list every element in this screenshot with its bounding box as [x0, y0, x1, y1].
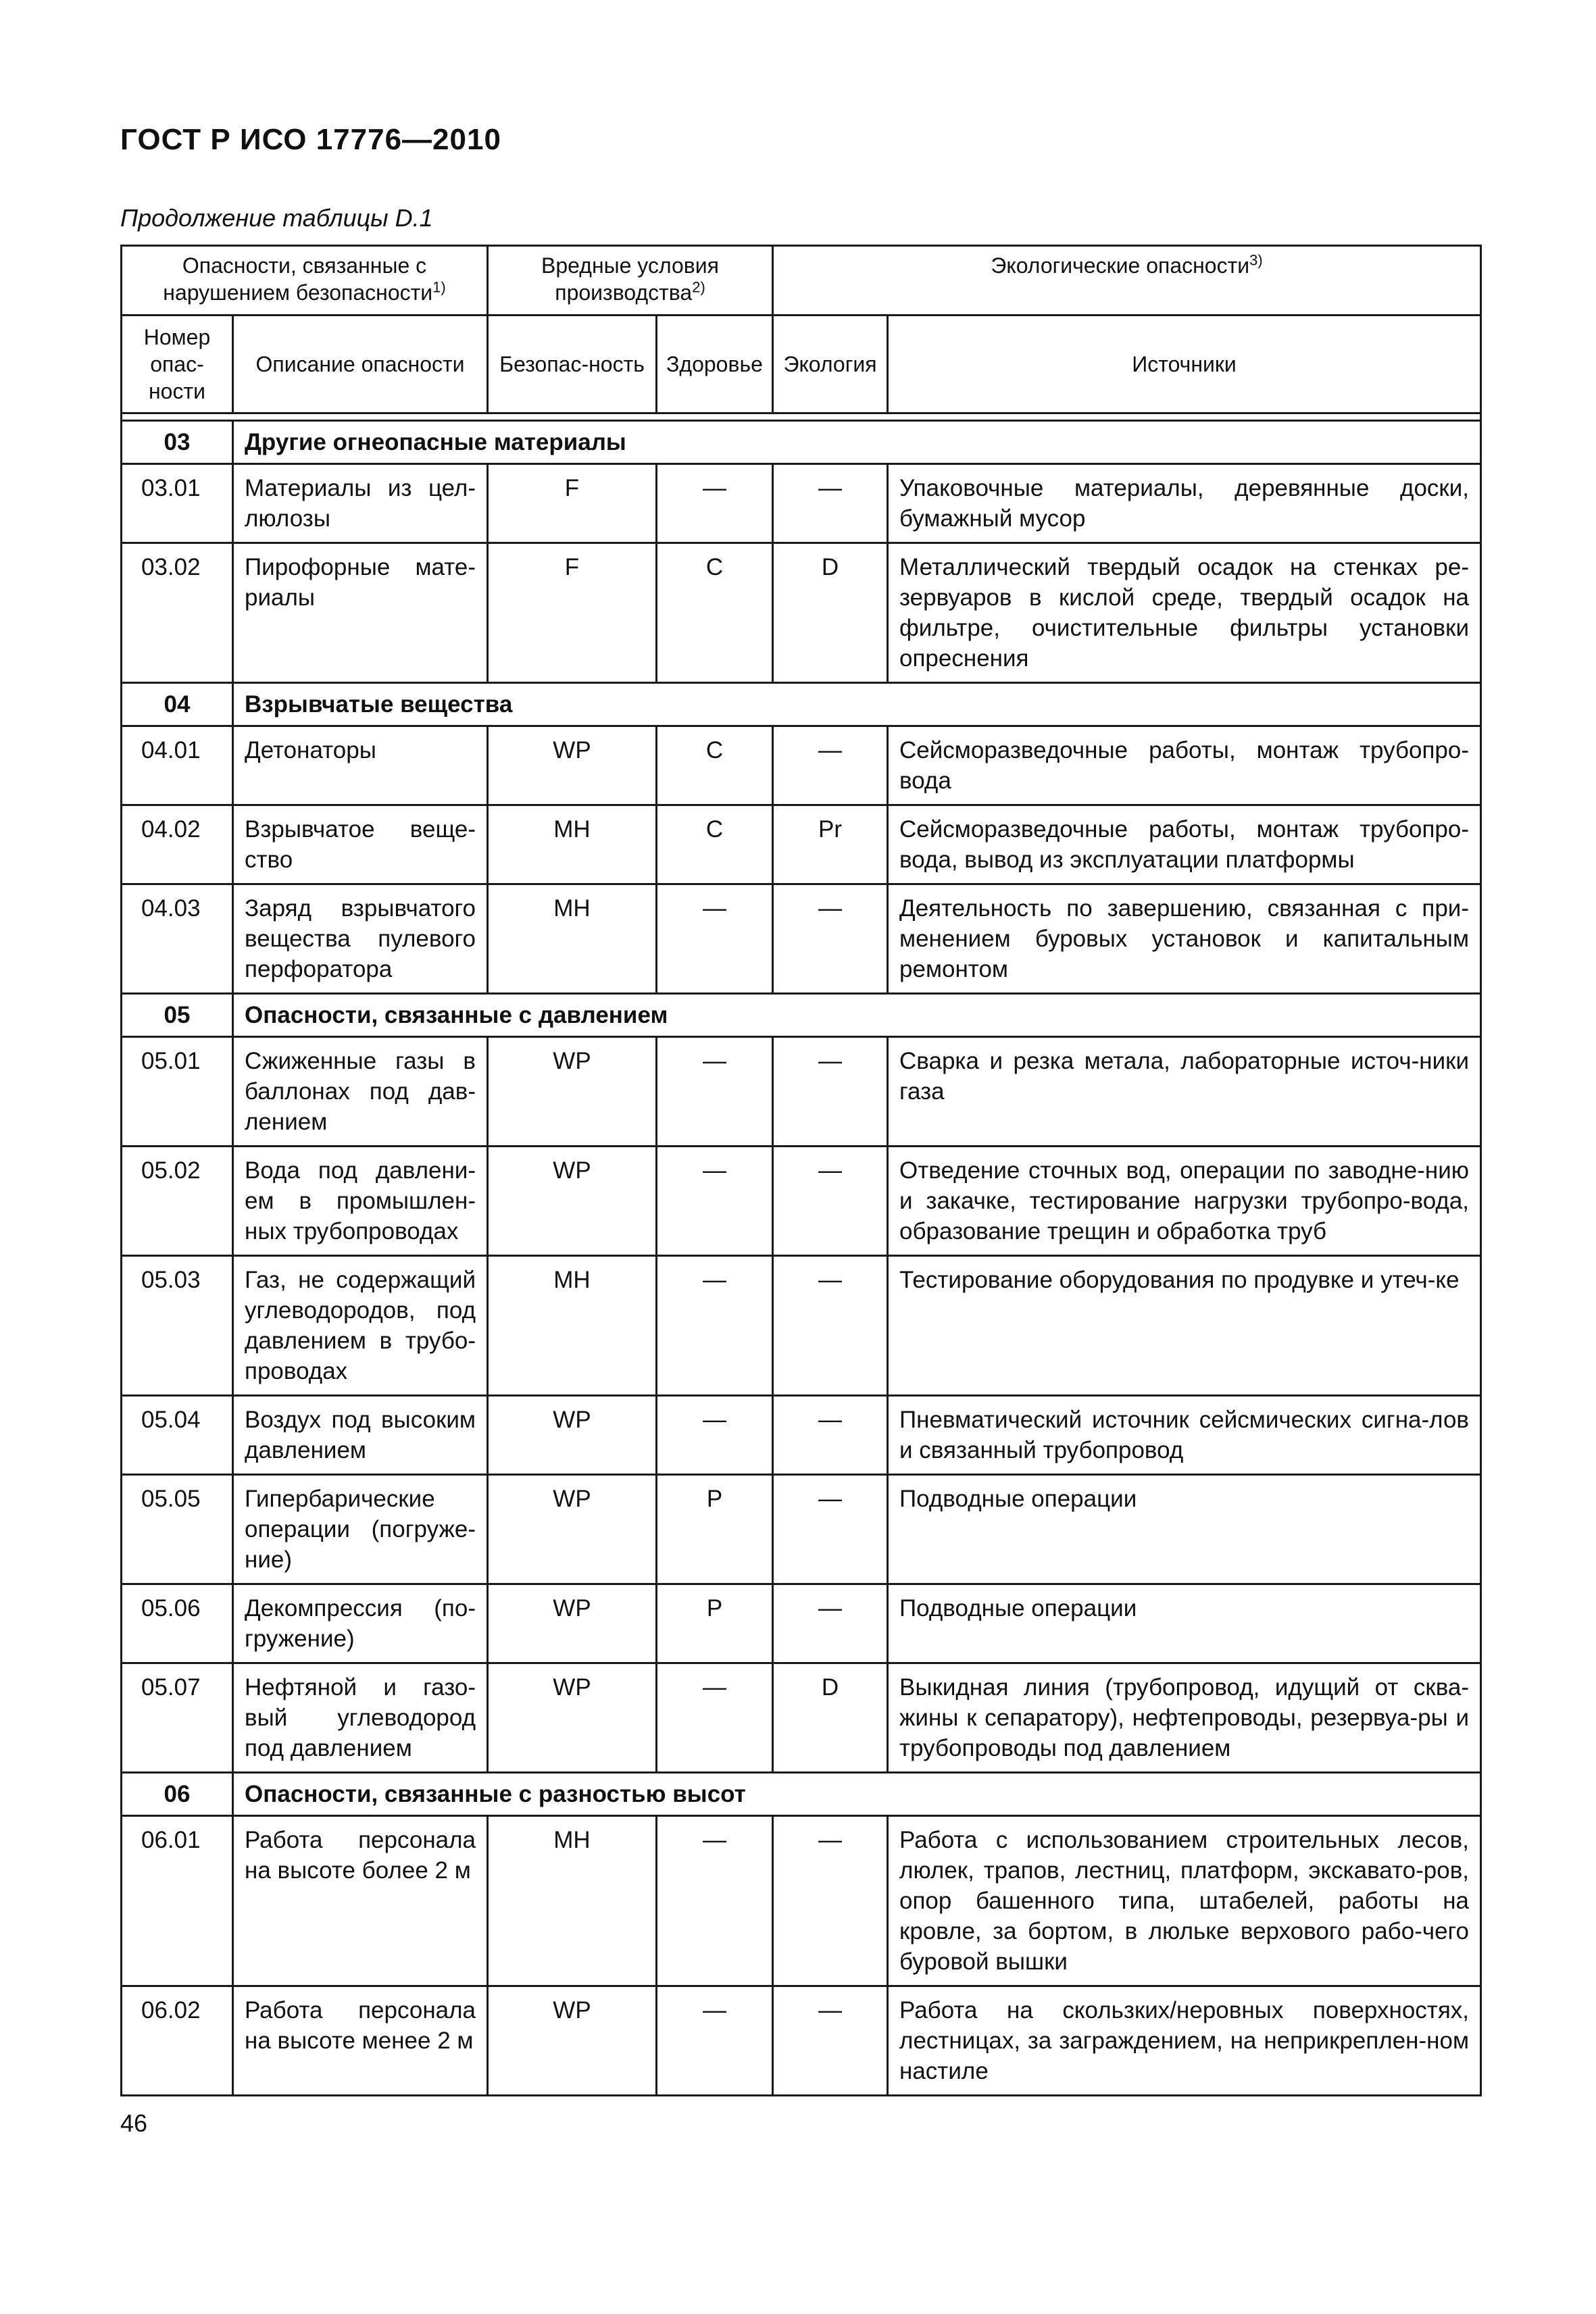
hazard-number: 05.01 — [122, 1037, 233, 1147]
hazard-table — [120, 245, 1482, 2096]
header-hazards: Опасности, связанные с нарушением безопасности$^{1)}$ — [122, 246, 488, 316]
health-code: C — [657, 726, 773, 805]
hazard-sources: Выкидная линия (трубопровод, идущий от сква-жины к сепаратору), нефтепроводы, резервуа-ры и трубопроводы под давлением — [888, 1663, 1481, 1773]
group-title: Опасности, связанные с разностью высот — [233, 1773, 1481, 1816]
safety-code: WP — [488, 1037, 657, 1147]
hazard-sources: Работа на скользких/неровных поверхностях, лестницах, за заграждением, на неприкреплен-ном настиле — [888, 1986, 1481, 2096]
hazard-number: 05.06 — [122, 1584, 233, 1663]
group-row — [122, 683, 1481, 726]
health-code: P — [657, 1475, 773, 1584]
safety-code: MH — [488, 1256, 657, 1396]
health-code: — — [657, 1147, 773, 1256]
group-code: 03 — [122, 421, 233, 464]
document-header: ГОСТ Р ИСО 17776—2010 — [120, 123, 501, 156]
ecology-code: — — [773, 1396, 888, 1475]
safety-code: WP — [488, 1147, 657, 1256]
safety-code: MH — [488, 1816, 657, 1986]
health-code: — — [657, 1037, 773, 1147]
table-row — [122, 1663, 1481, 1773]
group-code: 06 — [122, 1773, 233, 1816]
table-row — [122, 805, 1481, 884]
header-safety: Безопас-ность — [488, 316, 657, 413]
hazard-sources: Пневматический источник сейсмических сигна-лов и связанный трубопровод — [888, 1396, 1481, 1475]
ecology-code: — — [773, 1256, 888, 1396]
health-code: C — [657, 543, 773, 683]
group-row — [122, 1773, 1481, 1816]
hazard-sources: Отведение сточных вод, операции по заводне-нию и закачке, тестирование нагрузки трубопро-вода, образование трещин и обработка труб — [888, 1147, 1481, 1256]
group-title: Взрывчатые вещества — [233, 683, 1481, 726]
hazard-sources: Упаковочные материалы, деревянные доски, бумажный мусор — [888, 464, 1481, 543]
hazard-sources: Работа с использованием строительных лесов, люлек, трапов, лестниц, платформ, экскавато-ров, опор башенного типа, штабелей, работы на кровле, за бортом, в люльке верхового рабо-чего буровой вышки — [888, 1816, 1481, 1986]
safety-code: WP — [488, 1663, 657, 1773]
header-sources: Источники — [888, 316, 1481, 413]
table-body — [122, 413, 1481, 2096]
safety-code: F — [488, 464, 657, 543]
hazard-description: Нефтяной и газо-вый углеводород под давлением — [233, 1663, 488, 1773]
table-row — [122, 884, 1481, 994]
ecology-code: — — [773, 1475, 888, 1584]
ecology-code: — — [773, 1147, 888, 1256]
header-harmful-conditions: Вредные условия производства$^{2)}$ — [488, 246, 773, 316]
table-header-row-sub — [122, 316, 1481, 413]
table-row — [122, 1396, 1481, 1475]
health-code: — — [657, 1256, 773, 1396]
hazard-description: Детонаторы — [233, 726, 488, 805]
group-code: 04 — [122, 683, 233, 726]
hazard-sources: Металлический твердый осадок на стенках ре-зервуаров в кислой среде, твердый осадок на фильтре, очистительные фильтры установки опреснения — [888, 543, 1481, 683]
hazard-number: 04.03 — [122, 884, 233, 994]
health-code: — — [657, 1986, 773, 2096]
hazard-number: 03.02 — [122, 543, 233, 683]
hazard-number: 05.04 — [122, 1396, 233, 1475]
group-code: 05 — [122, 994, 233, 1037]
header-spacer-cell — [122, 413, 1481, 421]
hazard-description: Декомпрессия (по-гружение) — [233, 1584, 488, 1663]
header-ecological-hazards: Экологические опасности$^{3)}$ — [773, 246, 1481, 316]
hazard-sources: Подводные операции — [888, 1475, 1481, 1584]
header-spacer-row — [122, 413, 1481, 421]
table-row — [122, 1037, 1481, 1147]
health-code: C — [657, 805, 773, 884]
ecology-code: — — [773, 1816, 888, 1986]
hazard-sources: Тестирование оборудования по продувке и утеч-ке — [888, 1256, 1481, 1396]
ecology-code: — — [773, 884, 888, 994]
table-row — [122, 1986, 1481, 2096]
ecology-code: D — [773, 1663, 888, 1773]
hazard-description: Материалы из цел-люлозы — [233, 464, 488, 543]
ecology-code: — — [773, 1986, 888, 2096]
hazard-number: 05.07 — [122, 1663, 233, 1773]
table-row — [122, 1475, 1481, 1584]
hazard-number: 05.05 — [122, 1475, 233, 1584]
hazard-description: Сжиженные газы в баллонах под дав-лением — [233, 1037, 488, 1147]
group-row — [122, 994, 1481, 1037]
hazard-sources: Деятельность по завершению, связанная с при-менением буровых установок и капитальным ремонтом — [888, 884, 1481, 994]
header-description: Описание опасности — [233, 316, 488, 413]
hazard-number: 03.01 — [122, 464, 233, 543]
hazard-table-container — [120, 245, 1480, 2096]
hazard-description: Пирофорные мате-риалы — [233, 543, 488, 683]
hazard-description: Вода под давлени-ем в промышлен-ных трубопроводах — [233, 1147, 488, 1256]
page-number: 46 — [120, 2109, 148, 2137]
hazard-number: 06.01 — [122, 1816, 233, 1986]
hazard-sources: Сварка и резка метала, лабораторные источ-ники газа — [888, 1037, 1481, 1147]
table-row — [122, 1816, 1481, 1986]
ecology-code: — — [773, 464, 888, 543]
table-caption: Продолжение таблицы D.1 — [120, 204, 433, 232]
group-row — [122, 421, 1481, 464]
hazard-description: Газ, не содержащий углеводородов, под давлением в трубо-проводах — [233, 1256, 488, 1396]
hazard-sources: Сейсморазведочные работы, монтаж трубопро-вода, вывод из эксплуатации платформы — [888, 805, 1481, 884]
hazard-description: Работа персонала на высоте более 2 м — [233, 1816, 488, 1986]
safety-code: WP — [488, 1986, 657, 2096]
safety-code: WP — [488, 1584, 657, 1663]
health-code: — — [657, 464, 773, 543]
header-ecology: Экология — [773, 316, 888, 413]
table-row — [122, 543, 1481, 683]
table-row — [122, 1256, 1481, 1396]
hazard-number: 05.03 — [122, 1256, 233, 1396]
ecology-code: — — [773, 1584, 888, 1663]
safety-code: WP — [488, 1396, 657, 1475]
ecology-code: D — [773, 543, 888, 683]
table-row — [122, 464, 1481, 543]
hazard-number: 06.02 — [122, 1986, 233, 2096]
ecology-code: — — [773, 726, 888, 805]
safety-code: WP — [488, 1475, 657, 1584]
hazard-number: 04.02 — [122, 805, 233, 884]
group-title: Другие огнеопасные материалы — [233, 421, 1481, 464]
table-row — [122, 1147, 1481, 1256]
header-number: Номер опас-ности — [122, 316, 233, 413]
table-row — [122, 1584, 1481, 1663]
hazard-description: Воздух под высоким давлением — [233, 1396, 488, 1475]
ecology-code: — — [773, 1037, 888, 1147]
table-header-row-top — [122, 246, 1481, 316]
health-code: — — [657, 1396, 773, 1475]
hazard-sources: Сейсморазведочные работы, монтаж трубопро-вода — [888, 726, 1481, 805]
health-code: — — [657, 884, 773, 994]
hazard-number: 04.01 — [122, 726, 233, 805]
safety-code: MH — [488, 805, 657, 884]
header-health: Здоровье — [657, 316, 773, 413]
health-code: — — [657, 1663, 773, 1773]
safety-code: F — [488, 543, 657, 683]
ecology-code: Pr — [773, 805, 888, 884]
hazard-description: Гипербарические операции (погруже-ние) — [233, 1475, 488, 1584]
safety-code: WP — [488, 726, 657, 805]
safety-code: MH — [488, 884, 657, 994]
hazard-sources: Подводные операции — [888, 1584, 1481, 1663]
hazard-description: Работа персонала на высоте менее 2 м — [233, 1986, 488, 2096]
hazard-number: 05.02 — [122, 1147, 233, 1256]
hazard-description: Заряд взрывчатого вещества пулевого перфоратора — [233, 884, 488, 994]
table-row — [122, 726, 1481, 805]
hazard-description: Взрывчатое веще-ство — [233, 805, 488, 884]
health-code: — — [657, 1816, 773, 1986]
health-code: P — [657, 1584, 773, 1663]
group-title: Опасности, связанные с давлением — [233, 994, 1481, 1037]
